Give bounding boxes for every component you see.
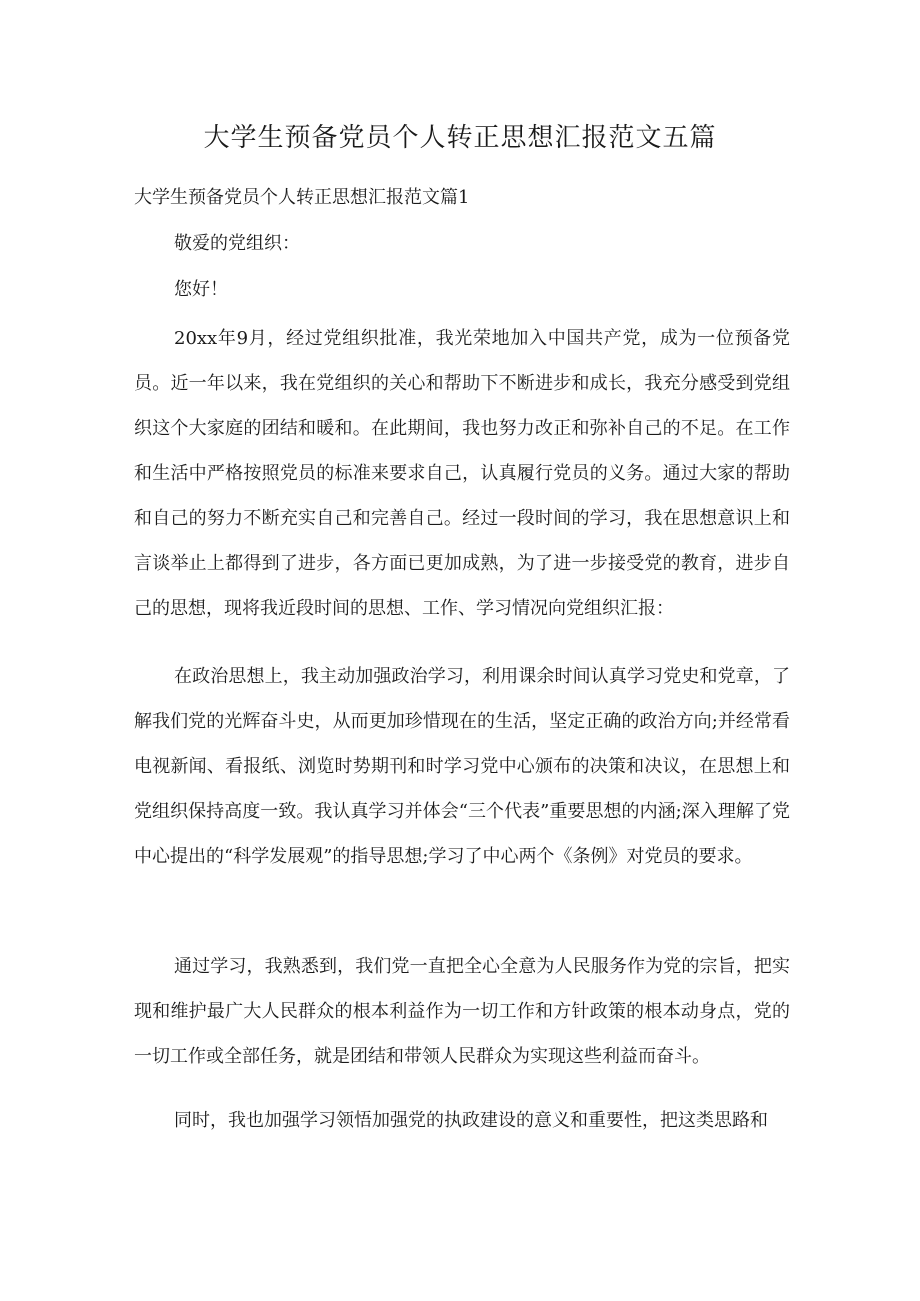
greeting-line: 敬爱的党组织： [174, 233, 300, 254]
paragraph-political-thought: 在政治思想上，我主动加强政治学习，利用课余时间认真学习党史和党章，了解我们党的光辉奋斗史，从而更加珍惜现在的生活，坚定正确的政治方向;并经常看电视新闻、看报纸、浏览时势期刊和时学习党中心颁布的决策和决议，在思想上和党组织保持高度一致。我认真学习并体会“三个代表”重要思想的内涵;深入理解了党中心提出的“科学发展观”的指导思想;学习了中心两个《条例》对党员的要求。 [134, 666, 790, 867]
section-title: 大学生预备党员个人转正思想汇报范文篇1 [134, 187, 470, 208]
paragraph-continued: 同时，我也加强学习领悟加强党的执政建设的意义和重要性，把这类思路和 [174, 1110, 768, 1131]
paragraph-intro: 20xx年9月，经过党组织批准，我光荣地加入中国共产党，成为一位预备党员。近一年以来，我在党组织的关心和帮助下不断进步和成长，我充分感受到党组织这个大家庭的团结和暖和。在此期间，我也努力改正和弥补自己的不足。在工作和生活中严格按照党员的标准来要求自己，认真履行党员的义务。通过大家的帮助和自己的努力不断充实自己和完善自己。经过一段时间的学习，我在思想意识上和言谈举止上都得到了进步，各方面已更加成熟，为了进一步接受党的教育，进步自己的思想，现将我近段时间的思想、工作、学习情况向党组织汇报： [134, 328, 790, 619]
paragraph-understanding: 通过学习，我熟悉到，我们党一直把全心全意为人民服务作为党的宗旨，把实现和维护最广大人民群众的根本利益作为一切工作和方针政策的根本动身点，党的一切工作或全部任务，就是团结和带领人民群众为实现这些利益而奋斗。 [134, 956, 790, 1067]
document-title: 大学生预备党员个人转正思想汇报范文五篇 [203, 123, 717, 153]
salutation-line: 您好！ [174, 279, 228, 300]
